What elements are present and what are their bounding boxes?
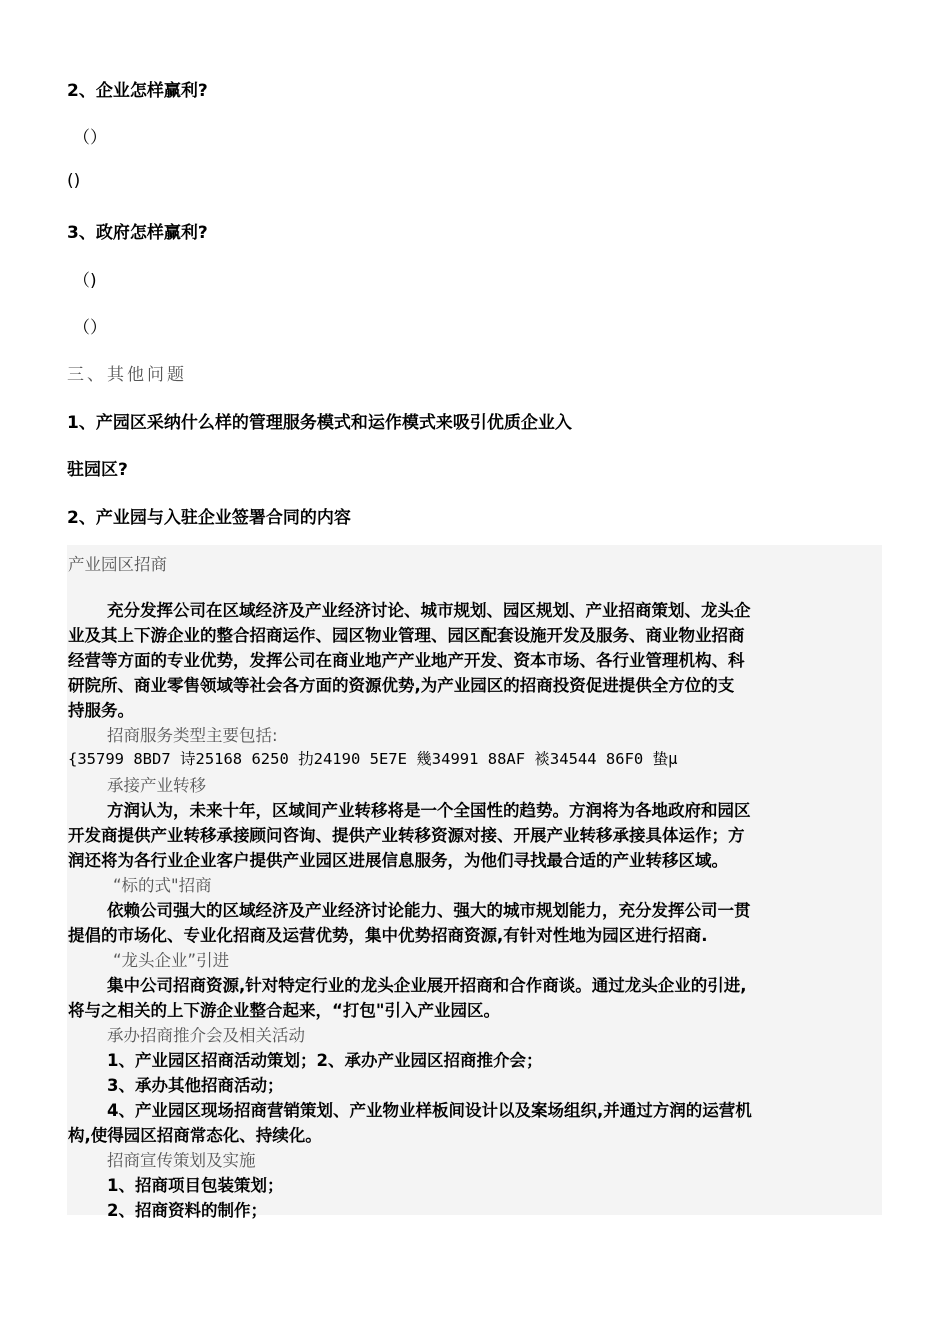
- events-line-3: 4、产业园区现场招商营销策划、产业物业样板间设计以及案场组织,并通过方润的运营机: [107, 1101, 752, 1120]
- question-2: 2、企业怎样赢利?: [67, 81, 208, 101]
- box-title: 产业园区招商: [68, 555, 167, 574]
- section-3-question-1-line-2: 驻园区?: [67, 460, 128, 480]
- transfer-line-3: 润还将为各行业企业客户提供产业园区进展信息服务，为他们寻找最合适的产业转移区域。: [68, 851, 728, 870]
- question-2-answer-1: （）: [73, 128, 107, 148]
- promo-line-1: 1、招商项目包装策划；: [107, 1176, 284, 1195]
- events-title: 承办招商推介会及相关活动: [107, 1026, 305, 1045]
- leader-line-2: 将与之相关的上下游企业整合起来，“打包"引入产业园区。: [68, 1001, 500, 1020]
- transfer-line-1: 方润认为，未来十年，区域间产业转移将是一个全国性的趋势。方润将为各地政府和园区: [107, 801, 751, 820]
- transfer-title: 承接产业转移: [107, 776, 206, 795]
- target-line-1: 依赖公司强大的区域经济及产业经济讨论能力、强大的城市规划能力，充分发挥公司一贯: [107, 901, 751, 920]
- section-3-question-2: 2、产业园与入驻企业签署合同的内容: [67, 508, 351, 528]
- intro-line-2: 业及其上下游企业的整合招商运作、园区物业管理、园区配套设施开发及服务、商业物业招商: [68, 626, 745, 645]
- promo-line-2: 2、招商资料的制作；: [107, 1201, 267, 1220]
- question-3: 3、政府怎样赢利?: [67, 223, 208, 243]
- leader-line-1: 集中公司招商资源,针对特定行业的龙头企业展开招商和合作商谈。通过龙头企业的引进,: [107, 976, 747, 995]
- intro-line-4: 研院所、商业零售领域等社会各方面的资源优势,为产业园区的招商投资促进提供全方位的支: [68, 676, 735, 695]
- question-2-answer-2: (): [67, 171, 81, 191]
- intro-line-3: 经营等方面的专业优势，发挥公司在商业地产产业地产开发、资本市场、各行业管理机构、科: [68, 651, 745, 670]
- section-3-question-1-line-1: 1、产园区采纳什么样的管理服务模式和运作模式来吸引优质企业入: [67, 413, 572, 433]
- intro-line-1: 充分发挥公司在区域经济及产业经济讨论、城市规划、园区规划、产业招商策划、龙头企: [107, 601, 751, 620]
- events-line-1: 1、产业园区招商活动策划；2、承办产业园区招商推介会；: [107, 1051, 543, 1070]
- service-types-label: 招商服务类型主要包括:: [107, 726, 278, 745]
- target-line-2: 提倡的市场化、专业化招商及运营优势，集中优势招商资源,有针对性地为园区进行招商.: [68, 926, 708, 945]
- promo-title: 招商宣传策划及实施: [107, 1151, 256, 1170]
- intro-line-5: 持服务。: [68, 701, 134, 720]
- transfer-line-2: 开发商提供产业转移承接顾问咨询、提供产业转移资源对接、开展产业转移承接具体运作；方: [68, 826, 745, 845]
- events-line-4: 构,使得园区招商常态化、持续化。: [68, 1126, 322, 1145]
- park-investment-box: [67, 545, 882, 1220]
- events-line-2: 3、承办其他招商活动；: [107, 1076, 284, 1095]
- question-3-answer-1: （): [73, 271, 97, 291]
- leader-title: “龙头企业”引进: [113, 951, 230, 970]
- question-3-answer-2: （）: [73, 318, 107, 338]
- target-title: “标的式"招商: [113, 876, 212, 895]
- garbled-code-line: {35799 8BD7 诗25168 6250 扐24190 5E7E 幾34991 88AF 裧34544 86F0 蛰μ: [68, 750, 678, 768]
- section-3-heading: 三、其他问题: [67, 365, 187, 385]
